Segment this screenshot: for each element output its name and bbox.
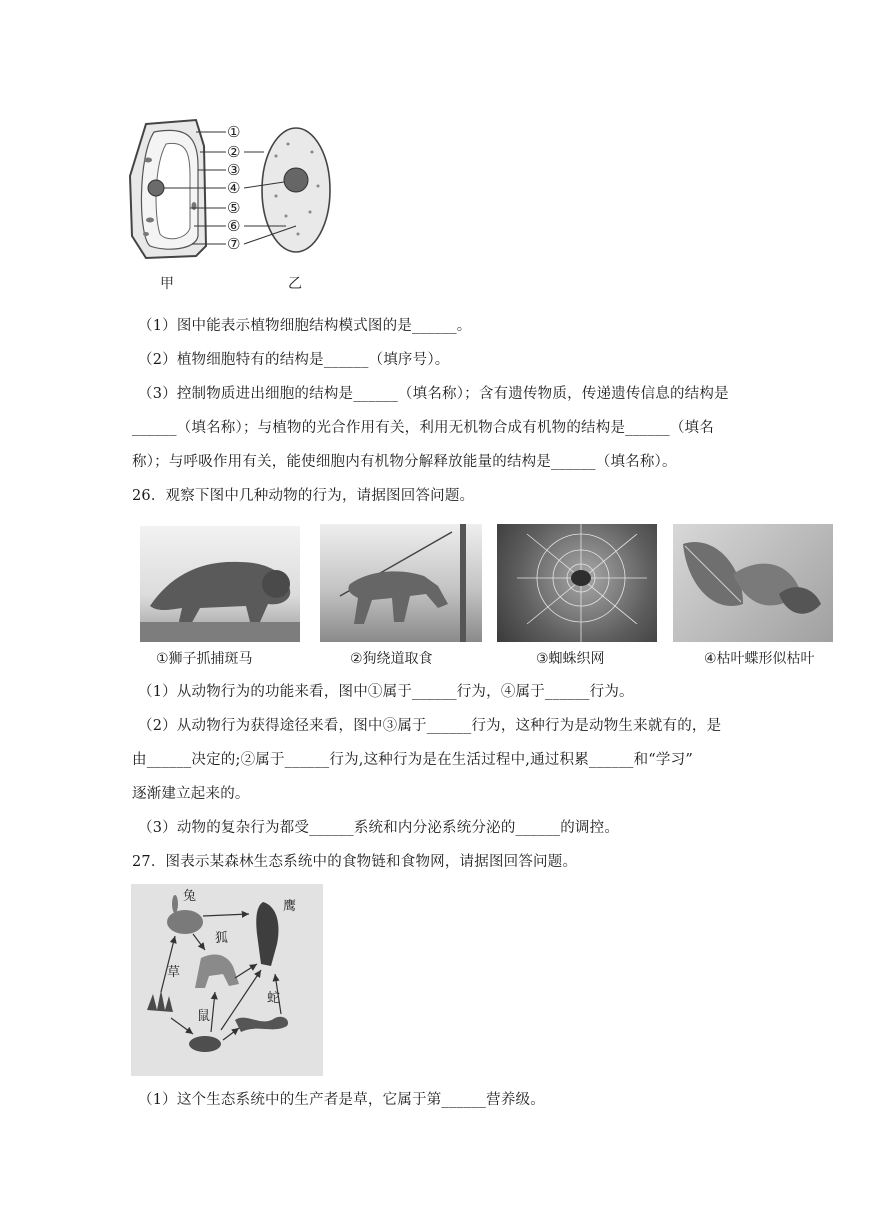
q26-part3: （3）动物的复杂行为都受______系统和内分泌系统分泌的______的调控。 xyxy=(138,820,620,836)
label-rabbit: 兔 xyxy=(183,889,197,904)
label-2: ② xyxy=(227,143,241,161)
label-grass: 草 xyxy=(167,965,181,980)
caption-4: ④枯叶蝶形似枯叶 xyxy=(704,651,815,667)
label-1: ① xyxy=(227,123,241,141)
q25-part3-line3: 称）；与呼吸作用有关，能使细胞内有机物分解释放能量的结构是______（填名称）。 xyxy=(132,454,677,470)
q26-part1: （1）从动物行为的功能来看，图中①属于______行为，④属于______行为。 xyxy=(138,684,634,700)
q25-part2: （2）植物细胞特有的结构是______（填序号）。 xyxy=(138,352,450,368)
q26-part2-line1: （2）从动物行为获得途径来看，图中③属于______行为，这种行为是动物生来就有的，是 xyxy=(138,718,722,734)
photo-lion-catching-zebra xyxy=(140,526,300,642)
photo-leaf-butterfly xyxy=(673,524,833,642)
caption-3: ③蜘蛛织网 xyxy=(536,651,605,667)
label-3: ③ xyxy=(227,161,241,179)
mouse-icon xyxy=(189,1036,221,1052)
label-jia: 甲 xyxy=(160,276,174,292)
label-6: ⑥ xyxy=(227,217,241,235)
q27-part1: （1）这个生态系统中的生产者是草，它属于第______营养级。 xyxy=(138,1092,545,1108)
label-eagle: 鹰 xyxy=(283,899,297,914)
label-snake: 蛇 xyxy=(267,991,281,1006)
q26-part2-line3: 逐渐建立起来的。 xyxy=(132,786,250,802)
caption-2: ②狗绕道取食 xyxy=(350,651,433,667)
label-5: ⑤ xyxy=(227,199,241,217)
caption-1: ①狮子抓捕斑马 xyxy=(156,651,253,667)
label-mouse: 鼠 xyxy=(197,1009,211,1024)
label-yi: 乙 xyxy=(288,276,302,292)
rabbit-icon xyxy=(167,910,203,934)
label-4: ④ xyxy=(227,179,241,197)
photo-dog-detour xyxy=(320,524,482,642)
label-fox: 狐 xyxy=(215,931,229,946)
label-7: ⑦ xyxy=(227,235,241,253)
q25-part3-line1: （3）控制物质进出细胞的结构是______（填名称）；含有遗传物质，传递遗传信息的结构是 xyxy=(138,386,729,402)
q27-title: 27．图表示某森林生态系统中的食物链和食物网，请据图回答问题。 xyxy=(132,854,578,870)
animal-cell-nucleus xyxy=(284,168,308,192)
cell-structure-figure xyxy=(126,116,336,296)
q25-part1: （1）图中能表示植物细胞结构模式图的是______。 xyxy=(138,318,472,334)
food-web-figure xyxy=(131,884,323,1076)
q26-title: 26．观察下图中几种动物的行为，请据图回答问题。 xyxy=(132,488,475,504)
photo-spider-web xyxy=(497,524,657,642)
q25-part3-line2: ______（填名称）；与植物的光合作用有关，利用无机物合成有机物的结构是______（填名 xyxy=(132,420,714,436)
plant-cell-nucleus xyxy=(148,180,164,196)
q26-part2-line2: 由______决定的;②属于______行为,这种行为是在生活过程中,通过积累______和“学习” xyxy=(132,752,693,768)
